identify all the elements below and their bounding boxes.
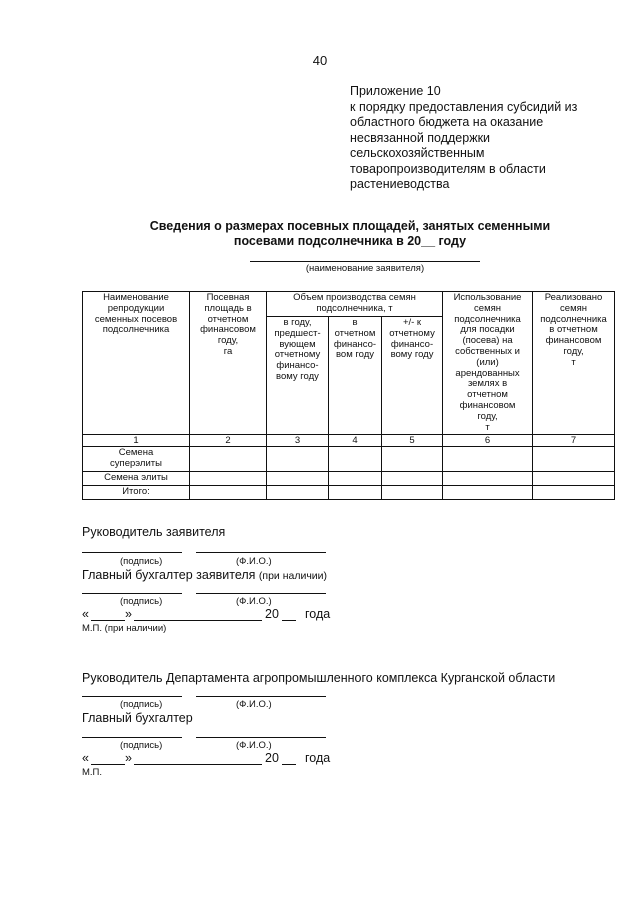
table-row — [83, 447, 615, 472]
date-close-quote: » — [125, 751, 132, 765]
day-line — [91, 620, 125, 621]
column-number: 6 — [443, 435, 533, 447]
header-col7: Реализовано семян подсолнечника в отчетном финансовом году, т — [533, 292, 615, 435]
cell[interactable] — [190, 485, 267, 499]
fio-caption: (Ф.И.О.) — [236, 556, 272, 567]
appendix-line: растениеводства — [350, 177, 450, 191]
year-prefix: 20 — [265, 751, 279, 765]
podpis-caption: (подпись) — [120, 699, 163, 710]
column-number: 4 — [329, 435, 382, 447]
cell[interactable] — [267, 485, 329, 499]
header-col4: в отчетном финансо- вом году — [329, 317, 382, 435]
cell[interactable] — [382, 447, 443, 472]
document-title — [100, 219, 600, 249]
cell[interactable] — [443, 485, 533, 499]
day-line — [91, 764, 125, 765]
accountant-label: Главный бухгалтер — [82, 711, 193, 725]
signature-line — [82, 696, 182, 697]
data-table — [82, 291, 615, 500]
accountant-label: Главный бухгалтер заявителя (при наличии) — [82, 568, 328, 582]
applicant-name-line — [250, 261, 480, 262]
fio-caption: (Ф.И.О.) — [236, 699, 272, 710]
cell[interactable] — [267, 447, 329, 472]
cell[interactable] — [443, 471, 533, 485]
row-label-elite: Семена элиты — [83, 471, 190, 485]
table-row — [83, 471, 615, 485]
signature-line — [82, 593, 182, 594]
header-col1: Наименование репродукции семенных посевов подсолнечника — [83, 292, 190, 435]
appendix-line: несвязанной поддержки — [350, 130, 491, 145]
column-number: 3 — [267, 435, 329, 447]
header-col6: Использование семян подсолнечника для посадки (посева) на собственных и (или) арендованных землях в отчетном финансовом году, т — [443, 292, 533, 435]
signature-line — [82, 737, 182, 738]
column-number: 1 — [83, 435, 190, 447]
row-label-superelite: Семена суперэлиты — [83, 447, 190, 472]
appendix-title: Приложение 10 — [350, 84, 441, 98]
year-suffix: года — [305, 751, 331, 765]
signature-line — [82, 552, 182, 553]
month-line — [134, 620, 262, 621]
column-number: 5 — [382, 435, 443, 447]
appendix-line: сельскохозяйственным — [350, 146, 485, 160]
fio-line — [196, 593, 326, 594]
cell[interactable] — [267, 471, 329, 485]
podpis-caption: (подпись) — [120, 740, 163, 751]
stamp-place: М.П. (при наличии) — [82, 623, 167, 634]
podpis-caption: (подпись) — [120, 596, 163, 607]
header-col3: в году, предшест- вующем отчетному финансо- вому году — [267, 317, 329, 435]
podpis-caption: (подпись) — [120, 556, 163, 567]
cell[interactable] — [382, 485, 443, 499]
date-close-quote: » — [125, 607, 132, 621]
appendix-line: областного бюджета на оказание — [350, 115, 544, 129]
fio-line — [196, 737, 326, 738]
column-numbers-row — [83, 435, 615, 447]
header-group-production: Объем производства семян подсолнечника, т — [267, 292, 443, 317]
year-line — [282, 620, 296, 621]
row-label-total: Итого: — [83, 485, 190, 499]
date-open-quote: « — [82, 607, 89, 621]
cell[interactable] — [533, 447, 615, 472]
cell[interactable] — [533, 485, 615, 499]
cell[interactable] — [329, 485, 382, 499]
cell[interactable] — [329, 471, 382, 485]
cell[interactable] — [190, 471, 267, 485]
cell[interactable] — [329, 447, 382, 472]
block1-head: Руководитель заявителя — [82, 525, 226, 539]
appendix-line: к порядку предоставления субсидий из — [350, 99, 578, 114]
column-number: 2 — [190, 435, 267, 447]
year-suffix: года — [305, 607, 331, 621]
cell[interactable] — [190, 447, 267, 472]
applicant-caption: (наименование заявителя) — [305, 263, 425, 274]
appendix-line: товаропроизводителям в области — [350, 161, 546, 176]
stamp-place: М.П. — [82, 767, 103, 778]
header-col2: Посевная площадь в отчетном финансовом году, га — [190, 292, 267, 435]
cell[interactable] — [533, 471, 615, 485]
document-title-line: посевами подсолнечника в 20__ году — [233, 234, 467, 248]
month-line — [134, 764, 262, 765]
fio-caption: (Ф.И.О.) — [236, 596, 272, 607]
column-number: 7 — [533, 435, 615, 447]
header-col5: +/- к отчетному финансо- вому году — [382, 317, 443, 435]
year-line — [282, 764, 296, 765]
table-row — [83, 485, 615, 499]
document-title-line: Сведения о размерах посевных площадей, занятых семенными — [149, 219, 551, 233]
date-open-quote: « — [82, 751, 89, 765]
year-prefix: 20 — [265, 607, 279, 621]
block2-head: Руководитель Департамента агропромышленного комплекса Курганской области — [82, 671, 556, 685]
appendix-block — [350, 84, 620, 193]
cell[interactable] — [443, 447, 533, 472]
cell[interactable] — [382, 471, 443, 485]
fio-line — [196, 552, 326, 553]
page-number: 40 — [312, 53, 328, 68]
fio-line — [196, 696, 326, 697]
fio-caption: (Ф.И.О.) — [236, 740, 272, 751]
